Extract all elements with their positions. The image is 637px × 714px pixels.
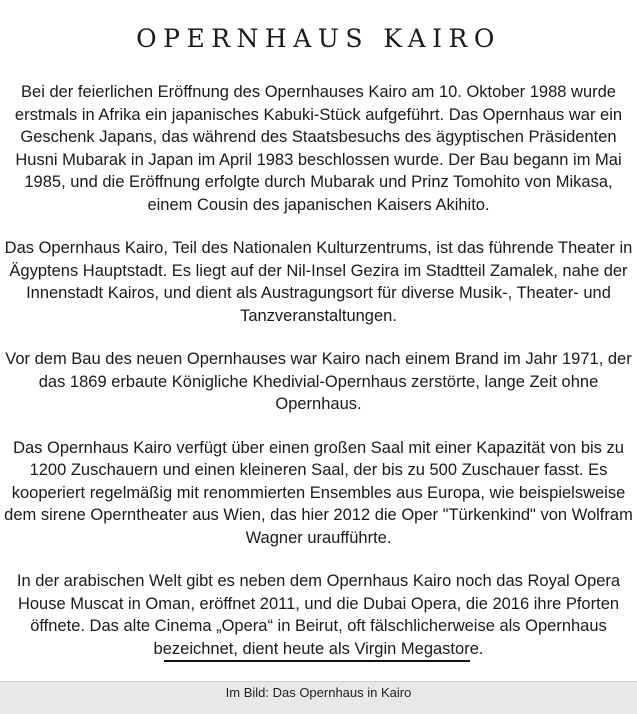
paragraph-opening: Bei der feierlichen Eröffnung des Opernhauses Kairo am 10. Oktober 1988 wurde erstmals in Afrika ein japanisches Kabuki-Stück aufgeführt. Das Opernhaus war ein Geschenk Japans, das während des Staatsbesuchs des ägyptischen Präsidenten Husni Mubarak in Japan im April 1983 beschlossen wurde. Der Bau begann im Mai 1985, und die Eröffnung erfolgte durch Mubarak und Prinz Tomohito von Mikasa, einem Cousin des japanischen Kaisers Akihito. bbox=[14, 83, 623, 214]
article-body bbox=[4, 81, 633, 681]
image-caption: Im Bild: Das Opernhaus in Kairo bbox=[0, 681, 637, 714]
paragraph-history: Vor dem Bau des neuen Opernhauses war Kairo nach einem Brand im Jahr 1971, der das 1869 erbaute Königliche Khedivial-Opernhaus zerstörte, lange Zeit ohne Opernhaus. bbox=[5, 350, 632, 413]
page-title: OPERNHAUS KAIRO bbox=[136, 24, 501, 53]
paragraph-halls: Das Opernhaus Kairo verfügt über einen großen Saal mit einer Kapazität von bis zu 1200 Zuschauern und einen kleineren Saal, der bis zu 500 Zuschauer fasst. Es kooperiert regelmäßig mit renommierten Ensembles aus Europa, wie beispielsweise dem sirene Operntheater aus Wien, das hier 2012 die Oper "Türkenkind" von Wolfram Wagner uraufführte. bbox=[4, 438, 633, 547]
paragraph-arab-world: In der arabischen Welt gibt es neben dem Opernhaus Kairo noch das Royal Opera House Muscat in Oman, eröffnet 2011, und die Dubai Opera, die 2016 ihre Pforten öffnete. Das alte Cinema „Opera“ in Beirut, oft fälschlicherweise als Opernhaus bezeichnet, dient heute als Virgin Megastore. bbox=[16, 572, 621, 658]
divider bbox=[164, 660, 470, 662]
paragraph-location: Das Opernhaus Kairo, Teil des Nationalen Kulturzentrums, ist das führende Theater in Ägyptens Hauptstadt. Es liegt auf der Nil-Insel Gezira im Stadtteil Zamalek, nahe der Innenstadt Kairos, und dient als Austragungsort für diverse Musik-, Theater- und Tanzveranstaltungen. bbox=[4, 239, 633, 325]
